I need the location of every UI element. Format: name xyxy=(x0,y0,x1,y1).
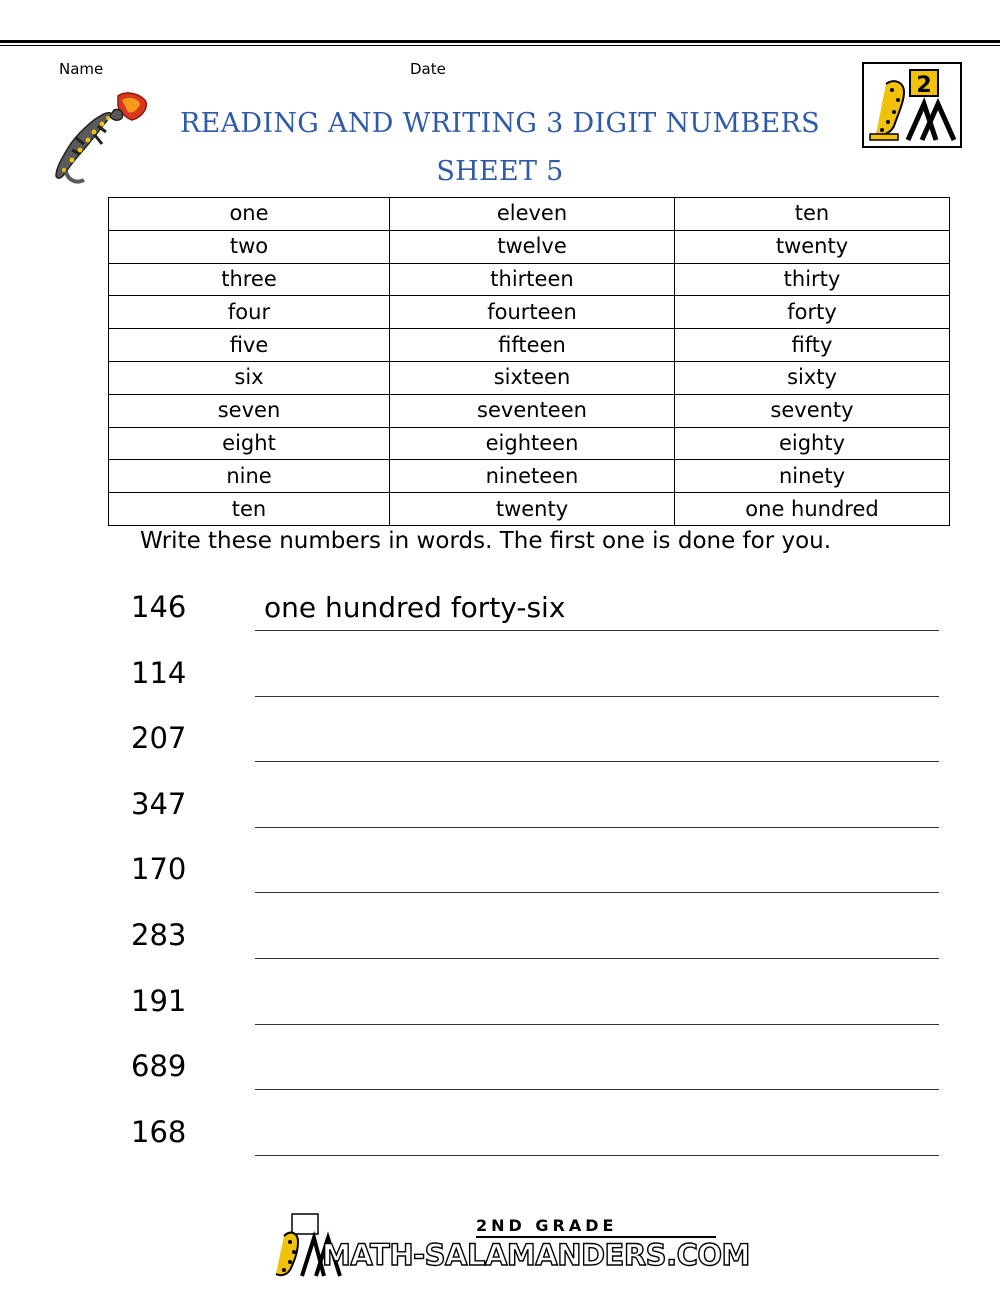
table-cell: eight xyxy=(109,427,390,460)
table-cell: ten xyxy=(675,198,950,231)
answer-line[interactable] xyxy=(255,892,939,893)
table-cell: fourteen xyxy=(390,296,675,329)
number-words-table xyxy=(108,197,950,526)
table-row xyxy=(109,329,950,362)
table-row xyxy=(109,361,950,394)
answer-line[interactable] xyxy=(255,827,939,828)
exercise-number: 114 xyxy=(131,655,187,690)
table-cell: seven xyxy=(109,394,390,427)
table-cell: fifteen xyxy=(390,329,675,362)
table-cell: fifty xyxy=(675,329,950,362)
table-cell: eleven xyxy=(390,198,675,231)
table-cell: four xyxy=(109,296,390,329)
exercise-number: 170 xyxy=(131,852,187,887)
table-row xyxy=(109,230,950,263)
footer-grade: 2ND GRADE xyxy=(476,1216,618,1235)
table-cell: eighteen xyxy=(390,427,675,460)
table-cell: twenty xyxy=(675,230,950,263)
footer-site-name: MATH-SALAMANDERS.COM xyxy=(322,1238,750,1272)
table-cell: one xyxy=(109,198,390,231)
exercise-number: 347 xyxy=(131,786,187,821)
date-label: Date xyxy=(410,60,446,78)
table-cell: twenty xyxy=(390,493,675,526)
table-row xyxy=(109,198,950,231)
exercise-number: 168 xyxy=(131,1114,187,1149)
table-cell: nineteen xyxy=(390,460,675,493)
table-cell: two xyxy=(109,230,390,263)
table-cell: thirty xyxy=(675,263,950,296)
name-label: Name xyxy=(59,60,104,78)
sheet-subtitle: SHEET 5 xyxy=(436,156,564,187)
exercise-number: 207 xyxy=(131,721,187,756)
table-cell: six xyxy=(109,361,390,394)
table-cell: twelve xyxy=(390,230,675,263)
exercise-number: 191 xyxy=(131,983,187,1018)
answer-line[interactable] xyxy=(255,1089,939,1090)
table-row xyxy=(109,493,950,526)
answer-line[interactable] xyxy=(255,696,939,697)
answer-text: one hundred forty-six xyxy=(264,591,566,624)
table-cell: sixty xyxy=(675,361,950,394)
table-cell: nine xyxy=(109,460,390,493)
page-title: READING AND WRITING 3 DIGIT NUMBERS xyxy=(180,108,820,139)
instructions: Write these numbers in words. The first one is done for you. xyxy=(140,528,832,554)
answer-line[interactable] xyxy=(255,1155,939,1156)
table-row xyxy=(109,460,950,493)
table-row xyxy=(109,263,950,296)
exercise-number: 146 xyxy=(131,590,187,624)
table-cell: five xyxy=(109,329,390,362)
top-rule-thin xyxy=(0,45,1000,46)
table-cell: seventeen xyxy=(390,394,675,427)
table-row xyxy=(109,296,950,329)
answer-line[interactable] xyxy=(255,630,939,631)
table-cell: one hundred xyxy=(675,493,950,526)
exercise-number: 283 xyxy=(131,918,187,952)
badge-number: 2 xyxy=(916,73,932,98)
exercise-number: 689 xyxy=(131,1049,187,1084)
table-cell: ten xyxy=(109,493,390,526)
table-cell: seventy xyxy=(675,394,950,427)
table-cell: sixteen xyxy=(390,361,675,394)
answer-line[interactable] xyxy=(255,761,939,762)
answer-line[interactable] xyxy=(255,1024,939,1025)
table-cell: eighty xyxy=(675,427,950,460)
answer-line[interactable] xyxy=(255,958,939,959)
table-row xyxy=(109,394,950,427)
table-cell: ninety xyxy=(675,460,950,493)
top-rule xyxy=(0,40,1000,43)
table-row xyxy=(109,427,950,460)
table-cell: three xyxy=(109,263,390,296)
table-cell: forty xyxy=(675,296,950,329)
table-cell: thirteen xyxy=(390,263,675,296)
